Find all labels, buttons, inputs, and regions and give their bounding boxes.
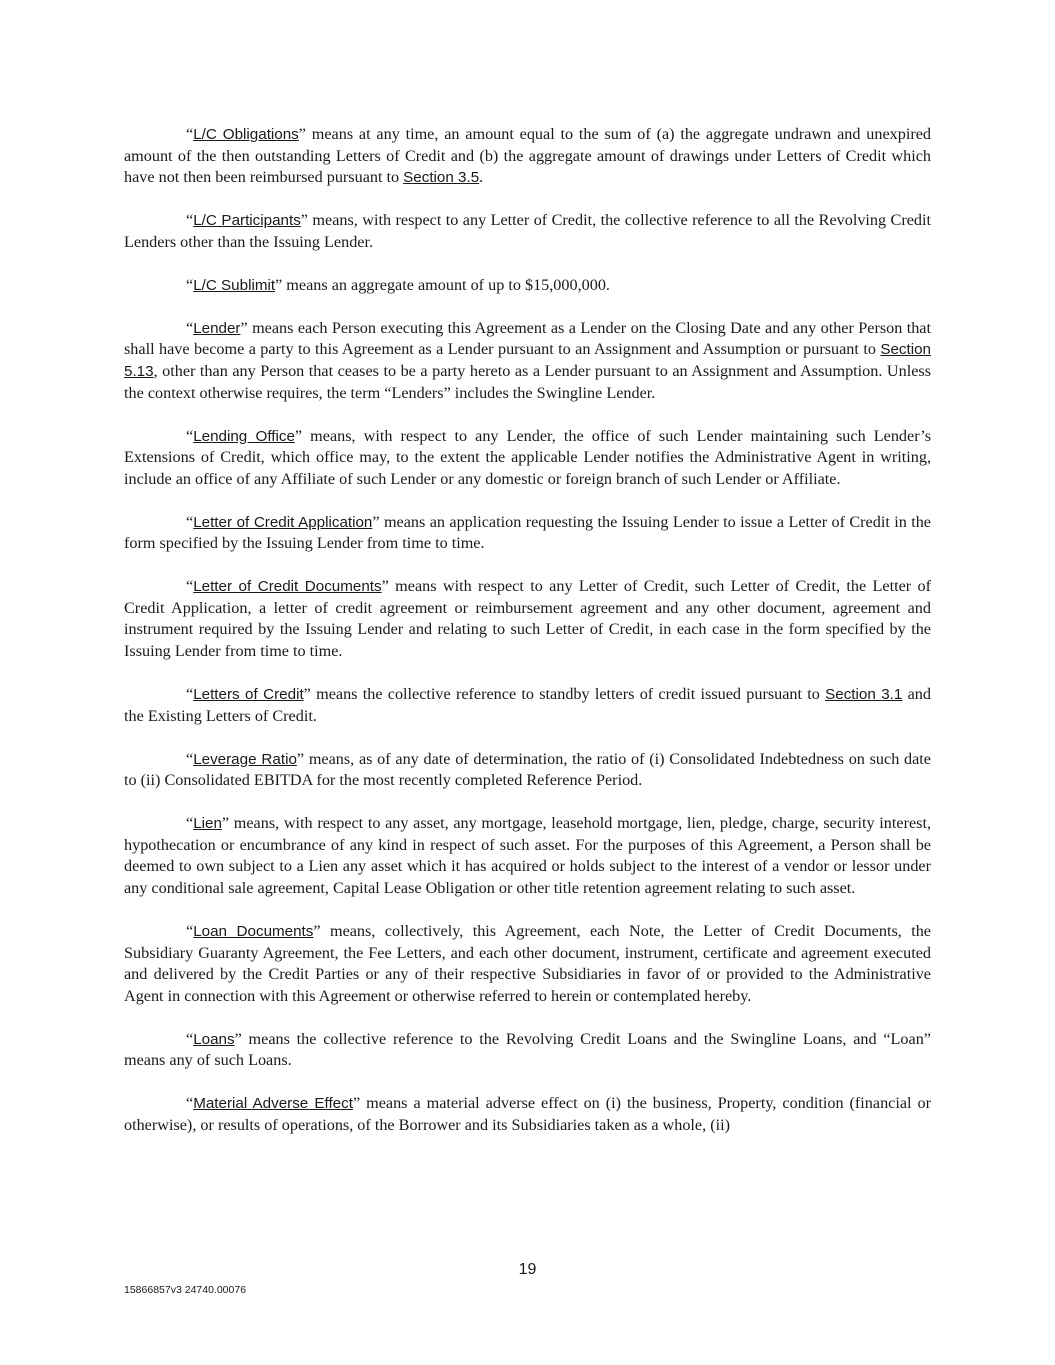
definition-paragraph: “Lending Office” means, with respect to any Lender, the office of such Lender maintaining such Lender’s Extensions of Credit, which office may, to the extent the applicable Lender notifies the Administrative Agent in writing, include an office of any Affiliate of such Lender or any domestic or foreign branch of such Lender or Affiliate. bbox=[124, 426, 931, 488]
defined-term: Lien bbox=[193, 815, 222, 833]
page-number: 19 bbox=[518, 1261, 537, 1278]
defined-term: L/C Obligations bbox=[193, 126, 299, 143]
definition-text: ” means the collective reference to standby letters of credit issued pursuant to bbox=[303, 685, 826, 704]
definition-paragraph: “Letters of Credit” means the collective reference to standby letters of credit issued pursuant to Section 3.1 and the Existing Letters of Credit. bbox=[124, 685, 931, 725]
definition-paragraph: “Material Adverse Effect” means a material adverse effect on (i) the business, Property, condition (financial or otherwise), or results of operations, of the Borrower and its Subsidiaries taken as a whole, (ii) bbox=[124, 1094, 931, 1134]
document-id: 15866857v3 24740.00076 bbox=[124, 1284, 247, 1296]
document-body bbox=[124, 124, 931, 1158]
definition-text: and the Existing Letters of Credit. bbox=[124, 685, 931, 725]
defined-term: Loan Documents bbox=[193, 922, 314, 940]
definition-text: ” means, with respect to any Letter of Credit, the collective reference to all the Revolving Credit Lenders other than the Issuing Lender. bbox=[124, 211, 932, 251]
defined-term: Lender bbox=[193, 319, 241, 337]
definition-paragraph: “Lender” means each Person executing this Agreement as a Lender on the Closing Date and any other Person that shall have become a party to this Agreement as a Lender pursuant to an Assignment and Assumption or pursuant to Section 5.13, other than any Person that ceases to be a party hereto as a Lender pursuant to an Assignment and Assumption. Unless the context otherwise requires, the term “Lenders” includes the Swingline Lender. bbox=[124, 318, 931, 402]
definition-paragraph: “L/C Participants” means, with respect to any Letter of Credit, the collective reference to all the Revolving Credit Lenders other than the Issuing Lender. bbox=[124, 211, 932, 251]
defined-term: Material Adverse Effect bbox=[193, 1095, 353, 1113]
definition-paragraph: “L/C Obligations” means at any time, an amount equal to the sum of (a) the aggregate undrawn and unexpired amount of the then outstanding Letters of Credit and (b) the aggregate amount of drawings under Letters of Credit which have not then been reimbursed pursuant to Section 3.5. bbox=[124, 125, 931, 187]
definition-text: ” means each Person executing this Agreement as a Lender on the Closing Date and any other Person that shall have become a party to this Agreement as a Lender pursuant to an Assignment and Assumption or pursuant to bbox=[124, 318, 931, 359]
definition-text: ” means an application requesting the Issuing Lender to issue a Letter of Credit in the form specified by the Issuing Lender from time to time. bbox=[124, 512, 931, 553]
definition-text: ” means a material adverse effect on (i) the business, Property, condition (financial or otherwise), or results of operations, of the Borrower and its Subsidiaries taken as a whole, (ii) bbox=[124, 1094, 931, 1134]
definition-text: ” means, with respect to any asset, any mortgage, leasehold mortgage, lien, pledge, charge, security interest, hypothecation or encumbrance of any kind in respect of such asset. For the purposes of this Agreement, a Person shall be deemed to own subject to a Lien any asset which it has acquired or holds subject to the interest of a vendor or lessor under any conditional sale agreement, Capital Lease Obligation or other title retention agreement relating to such asset. bbox=[124, 814, 931, 897]
section-reference: Section 5.13 bbox=[124, 341, 931, 380]
definition-text: ” means, with respect to any Lender, the office of such Lender maintaining such Lender’s Extensions of Credit, which office may, to the extent the applicable Lender notifies the Administrative Agent in writing, include an office of any Affiliate of such Lender or any domestic or foreign branch of such Lender or Affiliate. bbox=[124, 426, 931, 488]
definition-paragraph: “Lien” means, with respect to any asset, any mortgage, leasehold mortgage, lien, pledge, charge, security interest, hypothecation or encumbrance of any kind in respect of such asset. For the purposes of this Agreement, a Person shall be deemed to own subject to a Lien any asset which it has acquired or holds subject to the interest of a vendor or lessor under any conditional sale agreement, Capital Lease Obligation or other title retention agreement relating to such asset. bbox=[124, 814, 931, 897]
defined-term: Letter of Credit Application bbox=[193, 513, 373, 531]
defined-term: Letters of Credit bbox=[193, 686, 304, 704]
definition-paragraph: “Leverage Ratio” means, as of any date of determination, the ratio of (i) Consolidated Indebtedness on such date to (ii) Consolidated EBITDA for the most recently completed Reference Period. bbox=[124, 749, 931, 790]
definition-text: ” means at any time, an amount equal to the sum of (a) the aggregate undrawn and unexpired amount of the then outstanding Letters of Credit and (b) the aggregate amount of drawings under Letters of Credit which have not then been reimbursed pursuant to bbox=[124, 125, 931, 187]
definition-paragraph: “Loans” means the collective reference to the Revolving Credit Loans and the Swingline Loans, and “Loan” means any of such Loans. bbox=[124, 1029, 931, 1070]
defined-term: Loans bbox=[193, 1030, 235, 1048]
definition-text: ” means, collectively, this Agreement, each Note, the Letter of Credit Documents, the Subsidiary Guaranty Agreement, the Fee Letters, and each other document, instrument, certificate and agreement executed and delivered by the Credit Parties or any of their respective Subsidiaries in favor of or provided to the Administrative Agent in connection with this Agreement or otherwise referred to herein or contemplated hereby. bbox=[124, 921, 931, 1005]
definition-text: ” means the collective reference to the Revolving Credit Loans and the Swingline Loans, and “Loan” means any of such Loans. bbox=[124, 1029, 931, 1070]
definition-text: . bbox=[479, 168, 484, 187]
defined-term: L/C Participants bbox=[193, 212, 301, 230]
definition-paragraph: “Letter of Credit Documents” means with respect to any Letter of Credit, such Letter of Credit, the Letter of Credit Application, a letter of credit agreement or reimbursement agreement and any other document, agreement and instrument required by the Issuing Lender and relating to such Letter of Credit, in each case in the form specified by the Issuing Lender from time to time. bbox=[124, 577, 931, 661]
definition-paragraph: “Letter of Credit Application” means an application requesting the Issuing Lender to issue a Letter of Credit in the form specified by the Issuing Lender from time to time. bbox=[124, 512, 931, 553]
section-reference: Section 3.5 bbox=[403, 169, 480, 187]
defined-term: Lending Office bbox=[193, 427, 295, 445]
definition-paragraph: “Loan Documents” means, collectively, this Agreement, each Note, the Letter of Credit Documents, the Subsidiary Guaranty Agreement, the Fee Letters, and each other document, instrument, certificate and agreement executed and delivered by the Credit Parties or any of their respective Subsidiaries in favor of or provided to the Administrative Agent in connection with this Agreement or otherwise referred to herein or contemplated hereby. bbox=[124, 921, 931, 1005]
definition-text: ” means, as of any date of determination, the ratio of (i) Consolidated Indebtedness on such date to (ii) Consolidated EBITDA for the most recently completed Reference Period. bbox=[124, 749, 931, 790]
section-reference: Section 3.1 bbox=[825, 686, 903, 704]
definition-text: ” means with respect to any Letter of Credit, such Letter of Credit, the Letter of Credit Application, a letter of credit agreement or reimbursement agreement and any other document, agreement and instrument required by the Issuing Lender and relating to such Letter of Credit, in each case in the form specified by the Issuing Lender from time to time. bbox=[124, 577, 931, 661]
defined-term: L/C Sublimit bbox=[193, 276, 276, 294]
defined-term: Letter of Credit Documents bbox=[193, 578, 382, 596]
defined-term: Leverage Ratio bbox=[193, 750, 297, 768]
definition-text: , other than any Person that ceases to be a party hereto as a Lender pursuant to an Assignment and Assumption. Unless the context otherwise requires, the term “Lenders” includes the Swingline Lender. bbox=[124, 361, 931, 402]
definition-paragraph: “L/C Sublimit” means an aggregate amount of up to $15,000,000. bbox=[186, 275, 610, 294]
definition-text: ” means an aggregate amount of up to $15,000,000. bbox=[275, 275, 610, 294]
